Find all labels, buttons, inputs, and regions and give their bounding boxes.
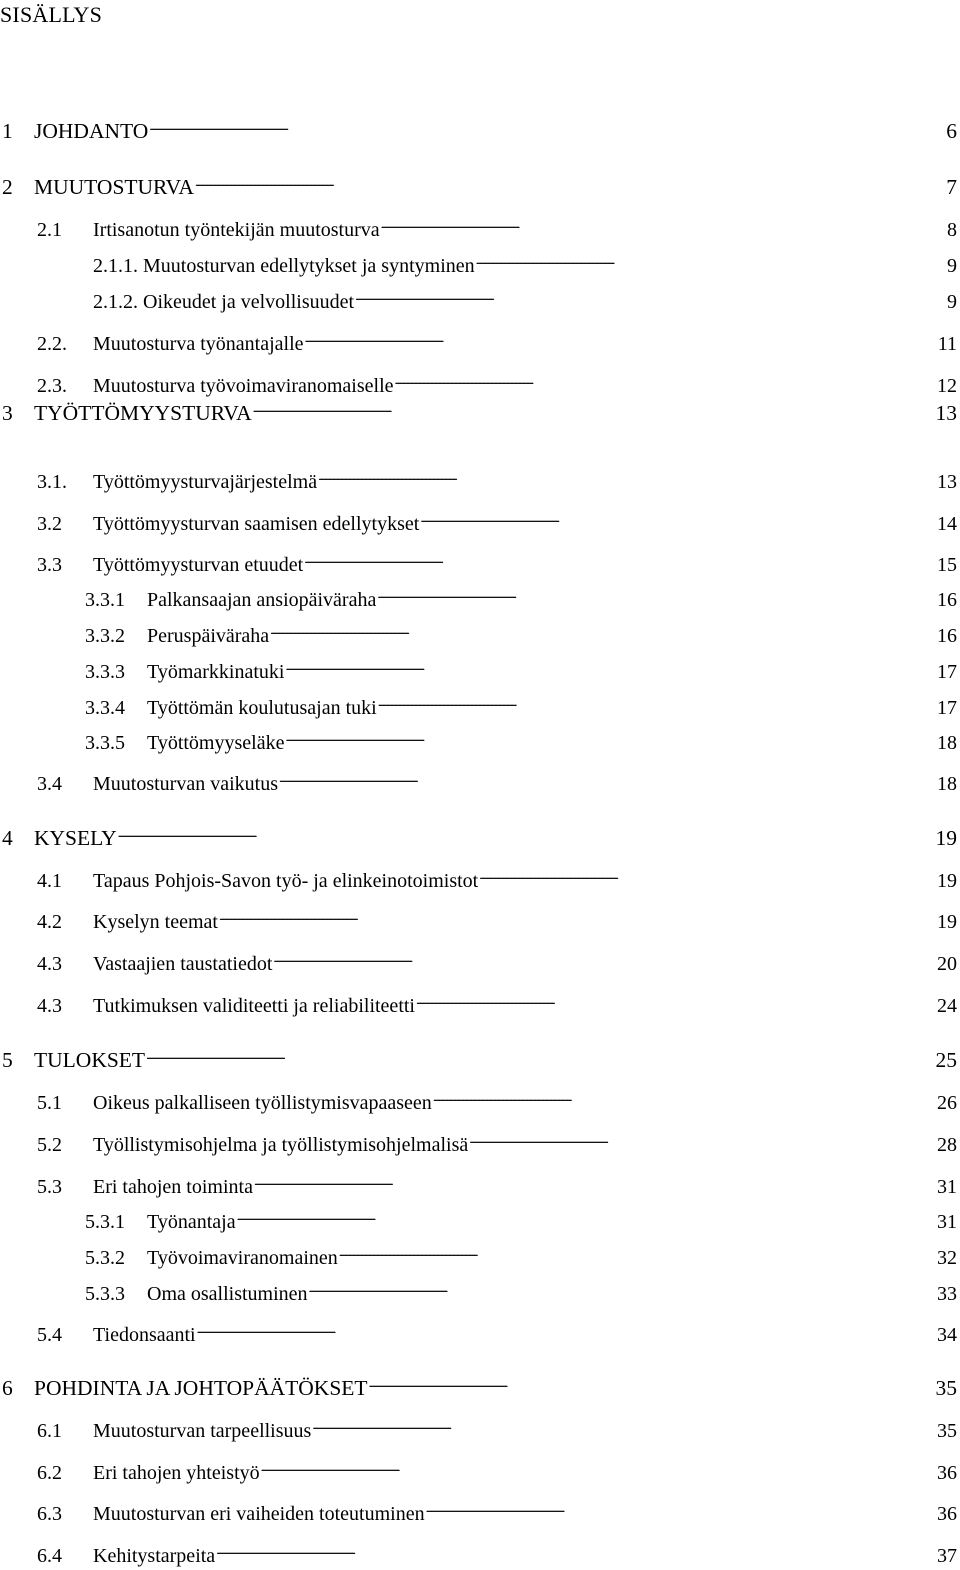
toc-entry-page-number: 9 [947,291,957,313]
toc-entry-label: 2.1.2. Oikeudet ja velvollisuudet [93,291,355,313]
toc-dot-leader [369,1367,935,1395]
toc-entry-number: 6.3 [37,1503,62,1525]
toc-dot-leader [377,578,936,606]
toc-dot-leader [420,502,936,530]
toc-entry-page-number: 20 [937,953,957,975]
toc-entry-number: 5.3.2 [85,1247,125,1269]
toc-entry-label: Palkansaajan ansiopäiväraha [147,589,377,611]
toc-dot-leader [279,762,936,790]
toc-entry[interactable] [0,942,957,975]
toc-dot-leader [285,650,936,678]
toc-entry-label: MUUTOSTURVA [34,175,194,199]
toc-dot-leader [254,1165,936,1193]
toc-entry-number: 6.4 [37,1545,62,1567]
toc-entry[interactable] [0,762,957,795]
toc-entry-page-number: 6 [946,119,957,143]
toc-entry[interactable] [0,1081,957,1114]
toc-entry-page-number: 12 [937,375,957,397]
toc-entry-label: Työmarkkinatuki [147,661,285,683]
toc-dot-leader [395,364,937,392]
toc-entry[interactable] [0,578,957,611]
toc-entry-page-number: 7 [946,175,957,199]
toc-dot-leader [270,614,936,642]
toc-entry-number: 6 [2,1376,13,1400]
toc-entry-page-number: 31 [937,1211,957,1233]
toc-dot-leader [197,1313,936,1341]
toc-entry[interactable] [0,110,957,143]
toc-entry[interactable] [0,280,957,313]
toc-entry[interactable] [0,614,957,647]
toc-dot-leader [253,392,935,420]
toc-dot-leader [312,1409,936,1437]
toc-dot-leader [216,1534,936,1562]
toc-entry-page-number: 17 [937,697,957,719]
toc-entry-page-number: 36 [937,1503,957,1525]
toc-entry-number: 6.2 [37,1462,62,1484]
toc-entry-page-number: 35 [937,1420,957,1442]
toc-entry-label: Työttömän koulutusajan tuki [147,697,377,719]
toc-entry-page-number: 14 [937,513,957,535]
toc-entry-number: 5.1 [37,1092,62,1114]
toc-entry[interactable] [0,1451,957,1484]
toc-entry[interactable] [0,1123,957,1156]
toc-entry[interactable] [0,686,957,719]
toc-entry-number: 3 [2,401,13,425]
toc-entry[interactable] [0,1236,957,1269]
toc-entry-page-number: 8 [947,219,957,241]
toc-entry-number: 4 [2,826,13,850]
toc-entry[interactable] [0,1409,957,1442]
toc-entry[interactable] [0,543,957,576]
toc-entry-number: 5.4 [37,1324,62,1346]
toc-entry-number: 1 [2,119,13,143]
toc-entry-page-number: 19 [935,826,957,850]
toc-dot-leader [381,208,946,236]
toc-entry[interactable] [0,1367,957,1400]
toc-dot-leader [273,942,936,970]
toc-entry-page-number: 16 [937,589,957,611]
toc-entry-label: Kyselyn teemat [93,911,218,933]
toc-title: SISÄLLYS [0,2,103,27]
toc-entry-page-number: 36 [937,1462,957,1484]
toc-entry-page-number: 18 [937,773,957,795]
toc-entry-page-number: 13 [935,401,957,425]
toc-entry-number: 3.3.3 [85,661,125,683]
toc-entry-page-number: 9 [947,255,957,277]
toc-entry-page-number: 28 [937,1134,957,1156]
toc-entry[interactable] [0,721,957,754]
toc-entry-label: Muutosturvan eri vaiheiden toteutuminen [93,1503,425,1525]
toc-entry-number: 2.3. [37,375,67,397]
toc-entry[interactable] [0,900,957,933]
toc-dot-leader [237,1200,936,1228]
toc-entry-number: 4.2 [37,911,62,933]
toc-entry-label: Tiedonsaanti [93,1324,196,1346]
toc-entry-label: Eri tahojen toiminta [93,1176,253,1198]
toc-entry-number: 3.4 [37,773,62,795]
toc-dot-leader [355,280,946,308]
toc-dot-leader [426,1492,936,1520]
toc-dot-leader [433,1081,936,1109]
toc-entry-label: JOHDANTO [34,119,149,143]
toc-entry-label: Oma osallistuminen [147,1283,308,1305]
toc-dot-leader [285,721,936,749]
toc-entry[interactable] [0,1313,957,1346]
toc-entry-page-number: 13 [937,471,957,493]
toc-entry[interactable] [0,1534,957,1567]
toc-entry-label: TYÖTTÖMYYSTURVA [34,401,252,425]
toc-entry-page-number: 25 [935,1048,957,1072]
toc-entry-label: Työttömyyseläke [147,732,285,754]
toc-entry-page-number: 11 [937,333,957,355]
toc-dot-leader [476,244,946,272]
toc-entry[interactable] [0,1039,957,1072]
toc-entry-page-number: 33 [937,1283,957,1305]
toc-entry[interactable] [0,392,957,425]
toc-dot-leader [479,859,936,887]
toc-entry-label: Muutosturva työvoimaviranomaiselle [93,375,394,397]
toc-entry-page-number: 26 [937,1092,957,1114]
toc-entry-label: Työvoimaviranomainen [147,1247,338,1269]
toc-dot-leader [309,1272,936,1300]
toc-entry[interactable] [0,984,957,1017]
toc-entry[interactable] [0,208,957,241]
toc-entry[interactable] [0,322,957,355]
toc-entry-label: Vastaajien taustatiedot [93,953,273,975]
toc-entry-label: Muutosturva työnantajalle [93,333,304,355]
toc-dot-leader [416,984,936,1012]
toc-dot-leader [149,110,945,138]
toc-entry-number: 3.3.2 [85,625,125,647]
toc-entry-label: Peruspäiväraha [147,625,270,647]
toc-entry[interactable] [0,1272,957,1305]
toc-entry-number: 2 [2,175,13,199]
toc-entry-label: Muutosturvan vaikutus [93,773,278,795]
toc-entry-label: Työttömyysturvajärjestelmä [93,471,318,493]
toc-entry[interactable] [0,364,957,397]
toc-entry-label: Kehitystarpeita [93,1545,216,1567]
toc-entry[interactable] [0,502,957,535]
toc-entry-label: Työttömyysturvan etuudet [93,554,304,576]
toc-dot-leader [318,460,936,488]
toc-entry-number: 5.3.3 [85,1283,125,1305]
toc-entry[interactable] [0,244,957,277]
toc-entry-page-number: 35 [935,1376,957,1400]
toc-entry[interactable] [0,817,957,850]
toc-entry-page-number: 19 [937,870,957,892]
toc-entry-number: 5.3.1 [85,1211,125,1233]
toc-entry-number: 6.1 [37,1420,62,1442]
toc-entry-number: 5.3 [37,1176,62,1198]
toc-entry-page-number: 31 [937,1176,957,1198]
toc-entry-page-number: 17 [937,661,957,683]
toc-dot-leader [195,166,945,194]
toc-entry-label: Oikeus palkalliseen työllistymisvapaaseen [93,1092,432,1114]
toc-entry-label: Työttömyysturvan saamisen edellytykset [93,513,420,535]
toc-entry-number: 4.1 [37,870,62,892]
toc-entry[interactable] [0,650,957,683]
toc-entry-label: 2.1.1. Muutosturvan edellytykset ja syntyminen [93,255,475,277]
toc-entry-label: TULOKSET [34,1048,146,1072]
toc-entry-page-number: 34 [937,1324,957,1346]
toc-entry-page-number: 19 [937,911,957,933]
toc-entry-number: 4.3 [37,953,62,975]
toc-dot-leader [118,817,935,845]
toc-entry-number: 4.3 [37,995,62,1017]
toc-entry-label: Irtisanotun työntekijän muutosturva [93,219,380,241]
toc-dot-leader [339,1236,936,1264]
toc-entry-number: 3.1. [37,471,67,493]
toc-dot-leader [219,900,936,928]
toc-entry-number: 3.3 [37,554,62,576]
toc-entry-number: 3.3.5 [85,732,125,754]
toc-dot-leader [469,1123,936,1151]
toc-entry-label: Työllistymisohjelma ja työllistymisohjelmalisä [93,1134,469,1156]
toc-entry-page-number: 18 [937,732,957,754]
toc-entry-number: 2.1 [37,219,62,241]
toc-entry-label: POHDINTA JA JOHTOPÄÄTÖKSET [34,1376,368,1400]
toc-entry-number: 5 [2,1048,13,1072]
toc-entry-label: Tapaus Pohjois-Savon työ- ja elinkeinotoimistot [93,870,479,892]
toc-entry-number: 3.3.1 [85,589,125,611]
toc-entry-label: Tutkimuksen validiteetti ja reliabiliteetti [93,995,415,1017]
toc-entry[interactable] [0,166,957,199]
toc-entry[interactable] [0,1492,957,1525]
toc-entry-page-number: 32 [937,1247,957,1269]
toc-entry-number: 2.2. [37,333,67,355]
toc-entry-label: Eri tahojen yhteistyö [93,1462,260,1484]
toc-entry-page-number: 24 [937,995,957,1017]
toc-entry-page-number: 37 [937,1545,957,1567]
toc-entry-label: KYSELY [34,826,117,850]
toc-entry-page-number: 16 [937,625,957,647]
toc-dot-leader [378,686,936,714]
toc-entry[interactable] [0,460,957,493]
toc-dot-leader [261,1451,936,1479]
toc-entry[interactable] [0,1200,957,1233]
toc-entry-number: 3.3.4 [85,697,125,719]
toc-entry-label: Työnantaja [147,1211,236,1233]
toc-entry-page-number: 15 [937,554,957,576]
toc-entry[interactable] [0,859,957,892]
toc-dot-leader [146,1039,934,1067]
toc-entry-number: 5.2 [37,1134,62,1156]
toc-entry-label: Muutosturvan tarpeellisuus [93,1420,312,1442]
toc-dot-leader [304,543,936,571]
toc-entry-number: 3.2 [37,513,62,535]
toc-dot-leader [305,322,937,350]
toc-entry[interactable] [0,1165,957,1198]
